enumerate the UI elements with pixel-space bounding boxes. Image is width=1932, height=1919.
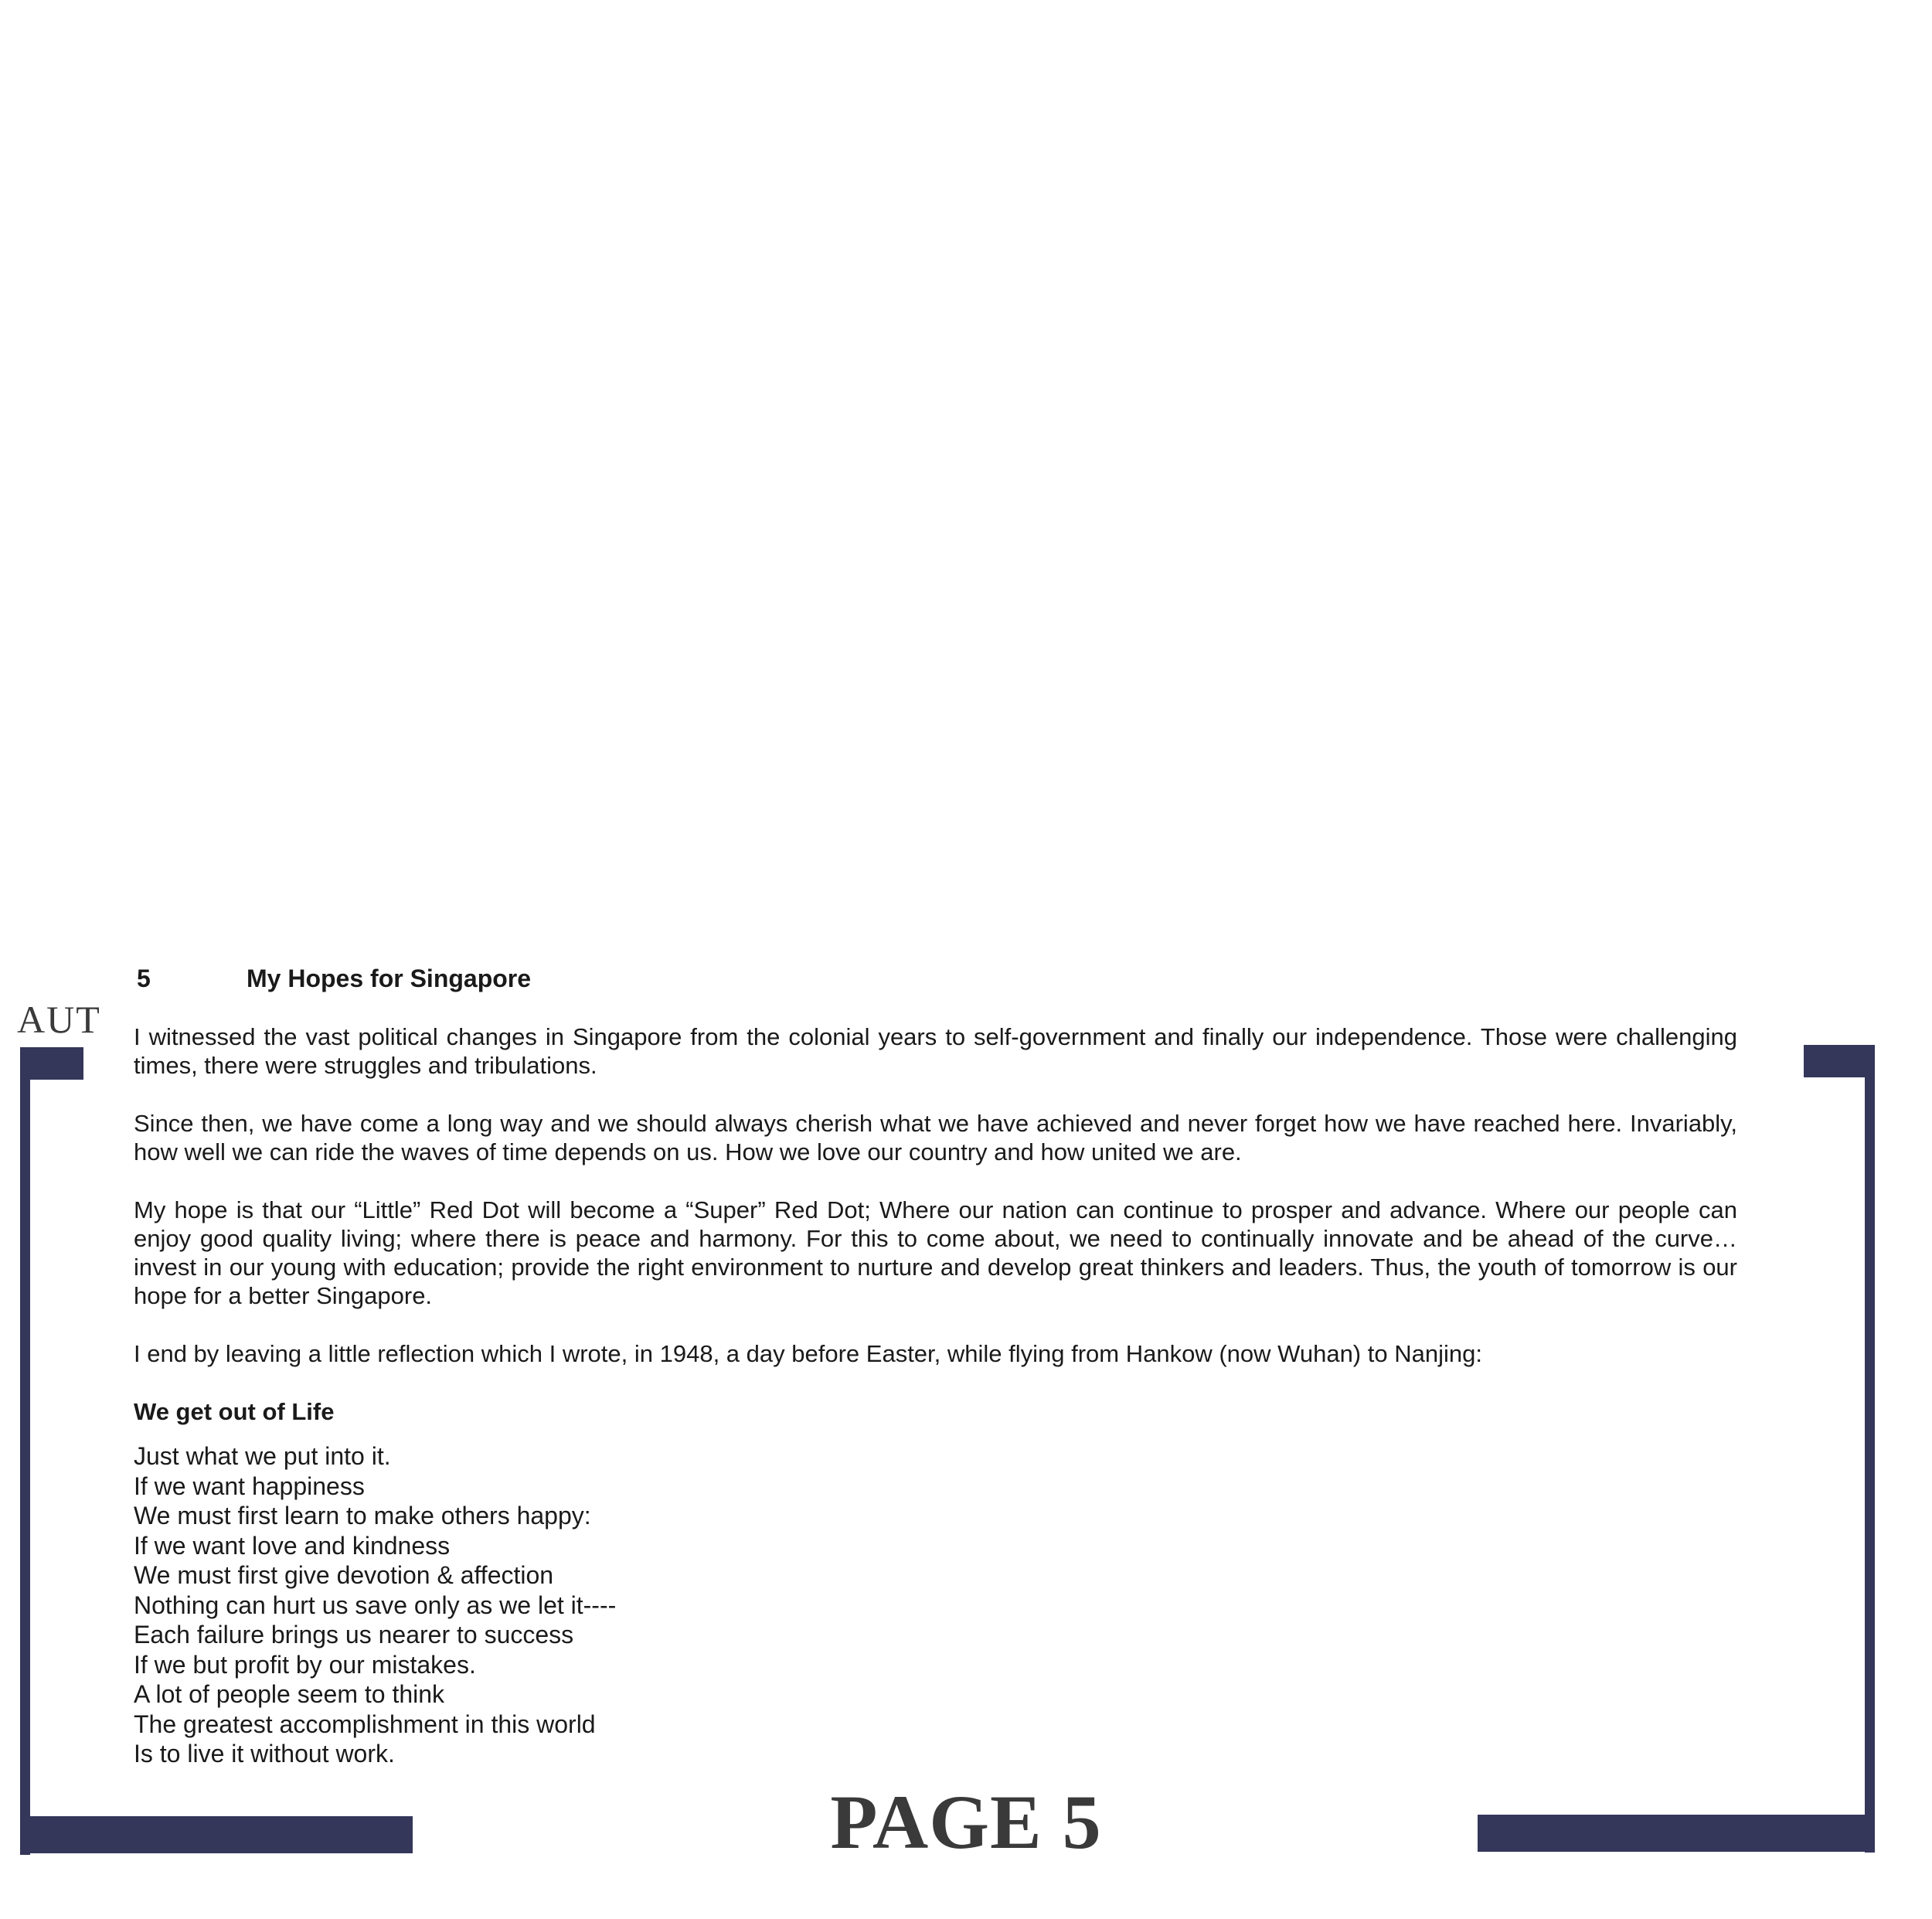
poem-line: If we want love and kindness: [134, 1531, 451, 1560]
section-title: My Hopes for Singapore: [247, 965, 532, 992]
paragraph-4: I end by leaving a little reflection which I wrote, in 1948, a day before Easter, while flying from Hankow (now Wuhan) to Nanjing:: [134, 1340, 1482, 1367]
poem-line: Just what we put into it.: [134, 1442, 391, 1470]
document-body: [134, 965, 1737, 1769]
side-label: AUT: [17, 998, 101, 1041]
paragraph-1: I witnessed the vast political changes in Singapore from the colonial years to self-government and finally our independence. Those were challenging times, there were struggles and tribulations.: [134, 1023, 1737, 1079]
paragraph-3: My hope is that our “Little” Red Dot will become a “Super” Red Dot; Where our nation can continue to prosper and advance. Where our people can enjoy good quality living; where there is peace and harmony. For this to come about, we need to continually innovate and be ahead of the curve…invest in our young with education; provide the right environment to nurture and develop great thinkers and leaders. Thus, the youth of tomorrow is our hope for a better Singapore.: [134, 1196, 1737, 1309]
poem-line: We must first give devotion & affection: [134, 1561, 554, 1589]
section-number: 5: [137, 965, 151, 992]
poem-line: Nothing can hurt us save only as we let it----: [134, 1591, 617, 1619]
poem-line: The greatest accomplishment in this world: [134, 1710, 596, 1738]
poem-line: If we want happiness: [134, 1472, 365, 1500]
poem-line: Is to live it without work.: [134, 1740, 395, 1768]
poem-title: We get out of Life: [134, 1398, 335, 1425]
poem-line: We must first learn to make others happy:: [134, 1502, 591, 1529]
page-number-label: PAGE 5: [830, 1779, 1102, 1865]
poem: [134, 1441, 1737, 1769]
poem-line: If we but profit by our mistakes.: [134, 1650, 476, 1679]
poem-line: A lot of people seem to think: [134, 1680, 445, 1708]
frame-right-bar: [1865, 1045, 1875, 1853]
frame-left-bar: [20, 1047, 30, 1855]
paragraph-2: Since then, we have come a long way and we should always cherish what we have achieved and never forget how we have reached here. Invariably, how well we can ride the waves of time depends on us. How we love our country and how united we are.: [134, 1110, 1737, 1165]
poem-line: Each failure brings us nearer to success: [134, 1621, 574, 1649]
section-heading: [137, 965, 1737, 993]
